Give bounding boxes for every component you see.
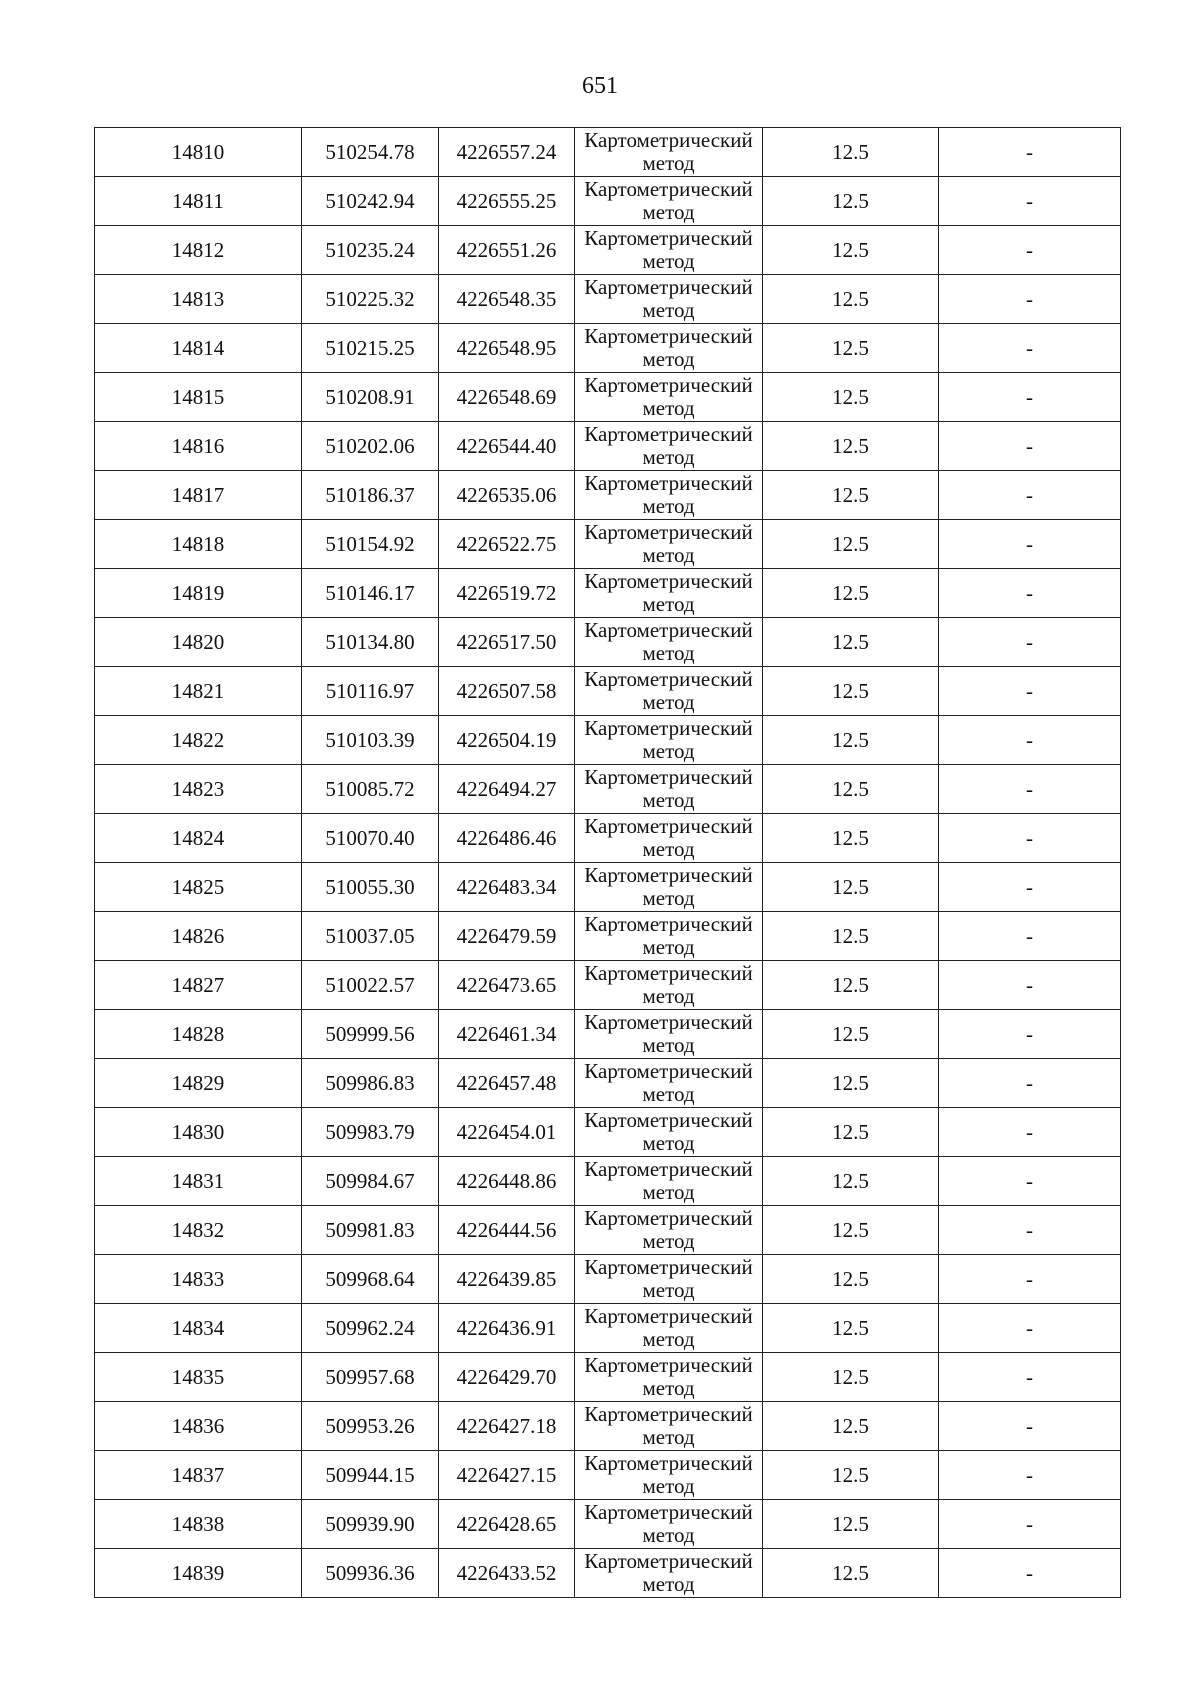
note-cell: - [939,128,1121,177]
table-row [95,1255,1121,1304]
method-line-2: метод [642,1082,695,1106]
y-coordinate-cell: 4226429.70 [439,1353,575,1402]
y-coordinate-cell: 4226427.15 [439,1451,575,1500]
accuracy-cell: 12.5 [763,716,939,765]
method-line-2: метод [642,935,695,959]
x-coordinate-cell: 510202.06 [302,422,439,471]
method-cell [575,1500,763,1549]
note-cell: - [939,226,1121,275]
x-coordinate-cell: 510134.80 [302,618,439,667]
table-row [95,275,1121,324]
method-line-2: метод [642,494,695,518]
accuracy-cell: 12.5 [763,1402,939,1451]
accuracy-cell: 12.5 [763,912,939,961]
accuracy-cell: 12.5 [763,667,939,716]
method-line-2: метод [642,1523,695,1547]
x-coordinate-cell: 510070.40 [302,814,439,863]
table-row [95,961,1121,1010]
point-number-cell: 14832 [95,1206,302,1255]
table-row [95,1500,1121,1549]
y-coordinate-cell: 4226548.35 [439,275,575,324]
method-cell [575,1255,763,1304]
method-line-1: Картометрический [584,177,753,201]
method-line-1: Картометрический [584,1255,753,1279]
method-line-2: метод [642,1376,695,1400]
note-cell: - [939,1500,1121,1549]
note-cell: - [939,667,1121,716]
point-number-cell: 14831 [95,1157,302,1206]
point-number-cell: 14810 [95,128,302,177]
accuracy-cell: 12.5 [763,1108,939,1157]
method-line-1: Картометрический [584,1500,753,1524]
table-row [95,422,1121,471]
table-row [95,814,1121,863]
point-number-cell: 14813 [95,275,302,324]
table-row [95,912,1121,961]
method-cell [575,373,763,422]
x-coordinate-cell: 509999.56 [302,1010,439,1059]
note-cell: - [939,1010,1121,1059]
note-cell: - [939,1353,1121,1402]
accuracy-cell: 12.5 [763,961,939,1010]
x-coordinate-cell: 509939.90 [302,1500,439,1549]
method-cell [575,1010,763,1059]
table-row [95,1010,1121,1059]
point-number-cell: 14827 [95,961,302,1010]
note-cell: - [939,961,1121,1010]
note-cell: - [939,1402,1121,1451]
accuracy-cell: 12.5 [763,1304,939,1353]
y-coordinate-cell: 4226544.40 [439,422,575,471]
note-cell: - [939,373,1121,422]
method-cell [575,1059,763,1108]
method-line-1: Картометрический [584,373,753,397]
y-coordinate-cell: 4226548.69 [439,373,575,422]
point-number-cell: 14825 [95,863,302,912]
x-coordinate-cell: 510215.25 [302,324,439,373]
y-coordinate-cell: 4226427.18 [439,1402,575,1451]
point-number-cell: 14812 [95,226,302,275]
table-row [95,373,1121,422]
method-line-2: метод [642,886,695,910]
method-line-2: метод [642,1474,695,1498]
accuracy-cell: 12.5 [763,373,939,422]
method-line-2: метод [642,1425,695,1449]
method-cell [575,1402,763,1451]
method-line-2: метод [642,543,695,567]
table-row [95,1451,1121,1500]
note-cell: - [939,471,1121,520]
point-number-cell: 14811 [95,177,302,226]
method-cell [575,1353,763,1402]
x-coordinate-cell: 510208.91 [302,373,439,422]
method-cell [575,961,763,1010]
method-cell [575,275,763,324]
x-coordinate-cell: 510186.37 [302,471,439,520]
method-cell [575,177,763,226]
table-row [95,520,1121,569]
point-number-cell: 14830 [95,1108,302,1157]
accuracy-cell: 12.5 [763,1157,939,1206]
accuracy-cell: 12.5 [763,1255,939,1304]
y-coordinate-cell: 4226436.91 [439,1304,575,1353]
method-line-2: метод [642,151,695,175]
table-row [95,1157,1121,1206]
table-row [95,667,1121,716]
point-number-cell: 14836 [95,1402,302,1451]
note-cell: - [939,1157,1121,1206]
method-cell [575,422,763,471]
y-coordinate-cell: 4226507.58 [439,667,575,716]
x-coordinate-cell: 510254.78 [302,128,439,177]
point-number-cell: 14834 [95,1304,302,1353]
method-line-1: Картометрический [584,226,753,250]
y-coordinate-cell: 4226494.27 [439,765,575,814]
table-row [95,569,1121,618]
accuracy-cell: 12.5 [763,226,939,275]
method-line-1: Картометрический [584,667,753,691]
point-number-cell: 14838 [95,1500,302,1549]
point-number-cell: 14814 [95,324,302,373]
point-number-cell: 14818 [95,520,302,569]
note-cell: - [939,765,1121,814]
table-row [95,863,1121,912]
y-coordinate-cell: 4226535.06 [439,471,575,520]
point-number-cell: 14828 [95,1010,302,1059]
method-line-1: Картометрический [584,716,753,740]
note-cell: - [939,1304,1121,1353]
x-coordinate-cell: 510146.17 [302,569,439,618]
note-cell: - [939,814,1121,863]
x-coordinate-cell: 510235.24 [302,226,439,275]
method-line-2: метод [642,1180,695,1204]
method-line-2: метод [642,1229,695,1253]
y-coordinate-cell: 4226428.65 [439,1500,575,1549]
y-coordinate-cell: 4226433.52 [439,1549,575,1598]
x-coordinate-cell: 509944.15 [302,1451,439,1500]
accuracy-cell: 12.5 [763,618,939,667]
method-cell [575,814,763,863]
x-coordinate-cell: 509986.83 [302,1059,439,1108]
method-line-1: Картометрический [584,569,753,593]
coordinates-table-body [95,128,1121,1598]
method-line-2: метод [642,592,695,616]
note-cell: - [939,520,1121,569]
x-coordinate-cell: 510037.05 [302,912,439,961]
accuracy-cell: 12.5 [763,1451,939,1500]
table-row [95,226,1121,275]
method-cell [575,765,763,814]
accuracy-cell: 12.5 [763,1059,939,1108]
method-cell [575,863,763,912]
method-line-1: Картометрический [584,520,753,544]
method-line-1: Картометрический [584,324,753,348]
note-cell: - [939,1549,1121,1598]
method-cell [575,226,763,275]
method-line-2: метод [642,788,695,812]
method-cell [575,520,763,569]
method-cell [575,1451,763,1500]
x-coordinate-cell: 509936.36 [302,1549,439,1598]
method-line-1: Картометрический [584,1108,753,1132]
point-number-cell: 14826 [95,912,302,961]
note-cell: - [939,1451,1121,1500]
accuracy-cell: 12.5 [763,1010,939,1059]
accuracy-cell: 12.5 [763,1549,939,1598]
y-coordinate-cell: 4226486.46 [439,814,575,863]
note-cell: - [939,618,1121,667]
table-row [95,1108,1121,1157]
accuracy-cell: 12.5 [763,814,939,863]
method-line-1: Картометрический [584,275,753,299]
method-line-1: Картометрический [584,1451,753,1475]
point-number-cell: 14816 [95,422,302,471]
method-cell [575,569,763,618]
method-cell [575,667,763,716]
point-number-cell: 14822 [95,716,302,765]
y-coordinate-cell: 4226454.01 [439,1108,575,1157]
point-number-cell: 14819 [95,569,302,618]
method-line-1: Картометрический [584,618,753,642]
accuracy-cell: 12.5 [763,520,939,569]
method-line-2: метод [642,984,695,1008]
accuracy-cell: 12.5 [763,1500,939,1549]
method-line-1: Картометрический [584,128,753,152]
table-row [95,1059,1121,1108]
x-coordinate-cell: 510116.97 [302,667,439,716]
method-cell [575,324,763,373]
method-line-2: метод [642,739,695,763]
note-cell: - [939,275,1121,324]
method-cell [575,912,763,961]
point-number-cell: 14833 [95,1255,302,1304]
method-line-1: Картометрический [584,1206,753,1230]
accuracy-cell: 12.5 [763,765,939,814]
method-line-1: Картометрический [584,814,753,838]
method-line-2: метод [642,1572,695,1596]
point-number-cell: 14820 [95,618,302,667]
note-cell: - [939,1206,1121,1255]
method-line-1: Картометрический [584,422,753,446]
accuracy-cell: 12.5 [763,471,939,520]
table-row [95,177,1121,226]
y-coordinate-cell: 4226555.25 [439,177,575,226]
method-line-2: метод [642,1278,695,1302]
note-cell: - [939,863,1121,912]
method-cell [575,128,763,177]
point-number-cell: 14817 [95,471,302,520]
method-cell [575,618,763,667]
method-line-2: метод [642,1327,695,1351]
table-row [95,324,1121,373]
x-coordinate-cell: 510103.39 [302,716,439,765]
x-coordinate-cell: 510022.57 [302,961,439,1010]
point-number-cell: 14823 [95,765,302,814]
note-cell: - [939,716,1121,765]
y-coordinate-cell: 4226448.86 [439,1157,575,1206]
method-cell [575,1108,763,1157]
method-line-2: метод [642,396,695,420]
method-line-2: метод [642,249,695,273]
y-coordinate-cell: 4226517.50 [439,618,575,667]
method-cell [575,471,763,520]
page-number: 651 [582,73,618,99]
method-line-2: метод [642,1131,695,1155]
y-coordinate-cell: 4226522.75 [439,520,575,569]
table-row [95,471,1121,520]
table-row [95,765,1121,814]
table-row [95,716,1121,765]
y-coordinate-cell: 4226548.95 [439,324,575,373]
point-number-cell: 14824 [95,814,302,863]
point-number-cell: 14815 [95,373,302,422]
x-coordinate-cell: 510242.94 [302,177,439,226]
method-line-1: Картометрический [584,1059,753,1083]
method-line-1: Картометрический [584,1549,753,1573]
note-cell: - [939,912,1121,961]
method-line-2: метод [642,298,695,322]
table-row [95,128,1121,177]
y-coordinate-cell: 4226483.34 [439,863,575,912]
note-cell: - [939,1108,1121,1157]
y-coordinate-cell: 4226519.72 [439,569,575,618]
point-number-cell: 14835 [95,1353,302,1402]
table-row [95,1402,1121,1451]
method-cell [575,716,763,765]
x-coordinate-cell: 510085.72 [302,765,439,814]
x-coordinate-cell: 509957.68 [302,1353,439,1402]
method-line-2: метод [642,837,695,861]
method-line-1: Картометрический [584,1304,753,1328]
x-coordinate-cell: 509968.64 [302,1255,439,1304]
y-coordinate-cell: 4226444.56 [439,1206,575,1255]
method-line-1: Картометрический [584,1402,753,1426]
method-line-2: метод [642,641,695,665]
accuracy-cell: 12.5 [763,177,939,226]
y-coordinate-cell: 4226551.26 [439,226,575,275]
accuracy-cell: 12.5 [763,324,939,373]
point-number-cell: 14821 [95,667,302,716]
point-number-cell: 14829 [95,1059,302,1108]
note-cell: - [939,1059,1121,1108]
x-coordinate-cell: 509962.24 [302,1304,439,1353]
y-coordinate-cell: 4226473.65 [439,961,575,1010]
y-coordinate-cell: 4226457.48 [439,1059,575,1108]
table-row [95,618,1121,667]
method-cell [575,1157,763,1206]
accuracy-cell: 12.5 [763,128,939,177]
y-coordinate-cell: 4226439.85 [439,1255,575,1304]
x-coordinate-cell: 510225.32 [302,275,439,324]
accuracy-cell: 12.5 [763,569,939,618]
method-line-1: Картометрический [584,961,753,985]
note-cell: - [939,177,1121,226]
method-line-2: метод [642,347,695,371]
point-number-cell: 14837 [95,1451,302,1500]
point-number-cell: 14839 [95,1549,302,1598]
x-coordinate-cell: 509953.26 [302,1402,439,1451]
x-coordinate-cell: 509981.83 [302,1206,439,1255]
y-coordinate-cell: 4226557.24 [439,128,575,177]
method-line-1: Картометрический [584,1353,753,1377]
note-cell: - [939,422,1121,471]
table-row [95,1304,1121,1353]
x-coordinate-cell: 509984.67 [302,1157,439,1206]
method-line-2: метод [642,445,695,469]
method-line-2: метод [642,1033,695,1057]
method-line-2: метод [642,200,695,224]
x-coordinate-cell: 510055.30 [302,863,439,912]
note-cell: - [939,569,1121,618]
method-line-1: Картометрический [584,863,753,887]
x-coordinate-cell: 510154.92 [302,520,439,569]
coordinates-table [94,127,1121,1598]
table-row [95,1549,1121,1598]
y-coordinate-cell: 4226504.19 [439,716,575,765]
table-row [95,1353,1121,1402]
method-cell [575,1549,763,1598]
y-coordinate-cell: 4226479.59 [439,912,575,961]
x-coordinate-cell: 509983.79 [302,1108,439,1157]
y-coordinate-cell: 4226461.34 [439,1010,575,1059]
accuracy-cell: 12.5 [763,1206,939,1255]
method-line-1: Картометрический [584,471,753,495]
method-line-2: метод [642,690,695,714]
method-cell [575,1206,763,1255]
note-cell: - [939,324,1121,373]
method-line-1: Картометрический [584,765,753,789]
accuracy-cell: 12.5 [763,275,939,324]
method-line-1: Картометрический [584,1010,753,1034]
method-line-1: Картометрический [584,912,753,936]
accuracy-cell: 12.5 [763,1353,939,1402]
table-row [95,1206,1121,1255]
method-cell [575,1304,763,1353]
accuracy-cell: 12.5 [763,422,939,471]
note-cell: - [939,1255,1121,1304]
method-line-1: Картометрический [584,1157,753,1181]
accuracy-cell: 12.5 [763,863,939,912]
